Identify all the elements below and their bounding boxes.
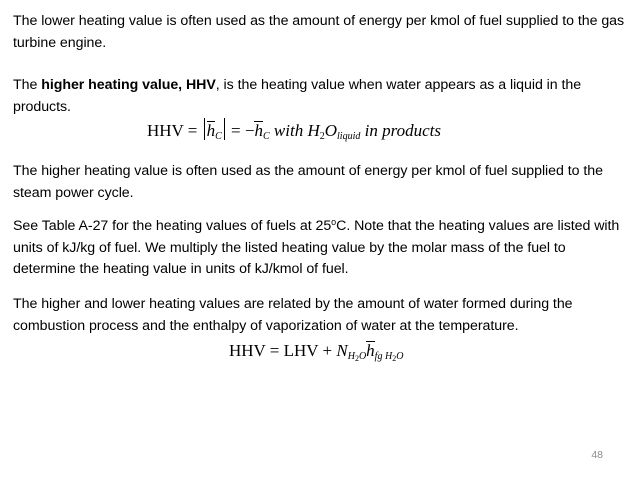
eq1-equals: = [183, 121, 202, 140]
eq2-equals: = [265, 341, 284, 360]
hhv-term: higher heating value, HHV [41, 77, 216, 93]
eq1-h2o-2: 2 [319, 131, 325, 142]
eq2-n-sub [348, 351, 366, 362]
page-number: 48 [591, 449, 603, 461]
eq2-n: N [336, 341, 348, 360]
eq2-h-sub-h: H [384, 351, 393, 362]
eq2-n-sub-2: 2 [354, 354, 359, 363]
paragraph-lower-heating-value: The lower heating value is often used as the amount of energy per kmol of fuel supplied to the gas turbine engine. [13, 13, 625, 51]
eq2-n-sub-h: H [347, 351, 355, 362]
eq2-plus: + [318, 341, 337, 360]
p4-suffix: C. Note that the heating values are listed with units of kJ/kg of fuel. We multiply the listed heating value by the molar mass of the fuel to determine the heating value in units of kJ/kmol of fuel. [13, 218, 620, 277]
abs-bar-left [204, 118, 205, 140]
eq2-h-sub-o: O [396, 351, 404, 362]
eq1-hhv: HHV [147, 121, 184, 140]
eq1-with: with [269, 121, 308, 140]
eq2-h-sub-2: 2 [392, 354, 397, 363]
eq2-h-bar: h [366, 341, 375, 360]
equation-hhv-lhv [229, 341, 403, 361]
eq1-liquid: liquid [337, 131, 361, 142]
eq1-in-products: in products [360, 121, 441, 140]
p2-prefix: The [13, 77, 42, 93]
eq2-h-sub-fg: fg [374, 351, 383, 362]
eq1-equals-minus: = − [226, 121, 255, 140]
p4-prefix: See Table A-27 for the heating values of fuels at 25 [13, 218, 332, 234]
paragraph-hhv-lhv-relation: The higher and lower heating values are related by the amount of water formed during the combustion process and the enthalpy of vaporization of water at the temperature. [13, 296, 573, 334]
eq1-h-bar: h [206, 121, 216, 140]
eq2-n-sub-o: O [358, 351, 367, 362]
paragraph-table-a27 [13, 216, 625, 281]
eq2-lhv: LHV [283, 341, 319, 360]
eq1-sub-c-2: C [262, 131, 270, 142]
p2-suffix: , is the heating value when water appears as a liquid in the products. [13, 77, 582, 115]
paragraph-higher-heating-value-definition [13, 75, 625, 118]
eq2-hhv: HHV [229, 341, 266, 360]
paragraph-steam-power-cycle: The higher heating value is often used as the amount of energy per kmol of fuel supplied to the steam power cycle. [13, 163, 603, 201]
eq2-h-sub [375, 351, 404, 362]
degree-o: o [331, 217, 337, 227]
eq1-h2o-h: H [307, 121, 320, 140]
eq1-h2o-o: O [324, 121, 338, 140]
equation-hhv-definition [147, 118, 441, 141]
abs-bar-right [224, 118, 225, 140]
eq1-sub-c: C [215, 131, 222, 142]
eq1-h-bar-2: h [254, 121, 263, 140]
